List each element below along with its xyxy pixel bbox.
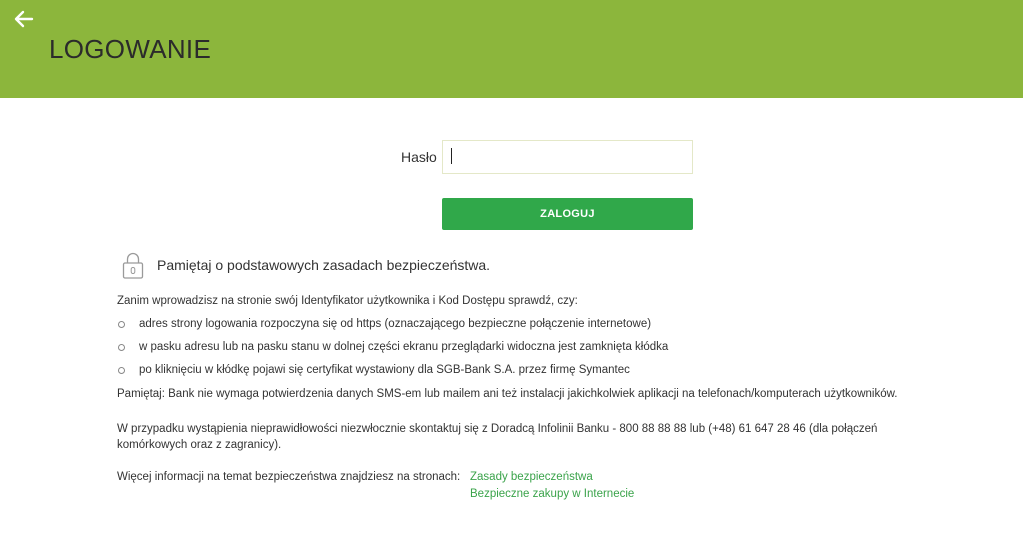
back-button[interactable]	[12, 8, 36, 30]
text-caret	[451, 148, 452, 164]
bullet-circle-icon	[118, 321, 125, 328]
header-bar	[0, 0, 1023, 98]
list-item-text: adres strony logowania rozpoczyna się od https (oznaczającego bezpieczne połączenie internetowe)	[139, 318, 652, 330]
list-item-text: w pasku adresu lub na pasku stanu w dolnej części ekranu przeglądarki widoczna jest zamknięta kłódka	[139, 341, 669, 353]
login-button[interactable]: ZALOGUJ	[442, 198, 693, 230]
link-safe-shopping[interactable]: Bezpieczne zakupy w Internecie	[470, 488, 635, 500]
security-heading: Pamiętaj o podstawowych zasadach bezpieczeństwa.	[157, 257, 491, 273]
password-label: Hasło	[401, 149, 437, 165]
security-intro: Zanim wprowadzisz na stronie swój Identyfikator użytkownika i Kod Dostępu sprawdź, czy:	[117, 295, 578, 307]
link-security-rules[interactable]: Zasady bezpieczeństwa	[470, 471, 593, 483]
more-info-text: Więcej informacji na temat bezpieczeństwa znajdziesz na stronach:	[117, 471, 461, 483]
remember-note: Pamiętaj: Bank nie wymaga potwierdzenia danych SMS-em lub mailem ani też instalacji jakichkolwiek aplikacji na telefonach/komputerach użytkowników.	[117, 388, 898, 400]
arrow-left-icon	[12, 8, 36, 30]
lock-icon	[121, 251, 145, 279]
list-item-text: po kliknięciu w kłódkę pojawi się certyfikat wystawiony dla SGB-Bank S.A. przez firmę Symantec	[139, 364, 630, 376]
bullet-circle-icon	[118, 344, 125, 351]
bullet-circle-icon	[118, 367, 125, 374]
password-input[interactable]	[442, 140, 693, 174]
contact-note: W przypadku wystąpienia nieprawidłowości niezwłocznie skontaktuj się z Doradcą Infolinii Banku - 800 88 88 88 lub (+48) 61 647 28 46 (dla połączeń komórkowych oraz z zagranicy).	[117, 423, 878, 451]
page-title: LOGOWANIE	[49, 34, 212, 64]
password-row	[0, 140, 1023, 174]
